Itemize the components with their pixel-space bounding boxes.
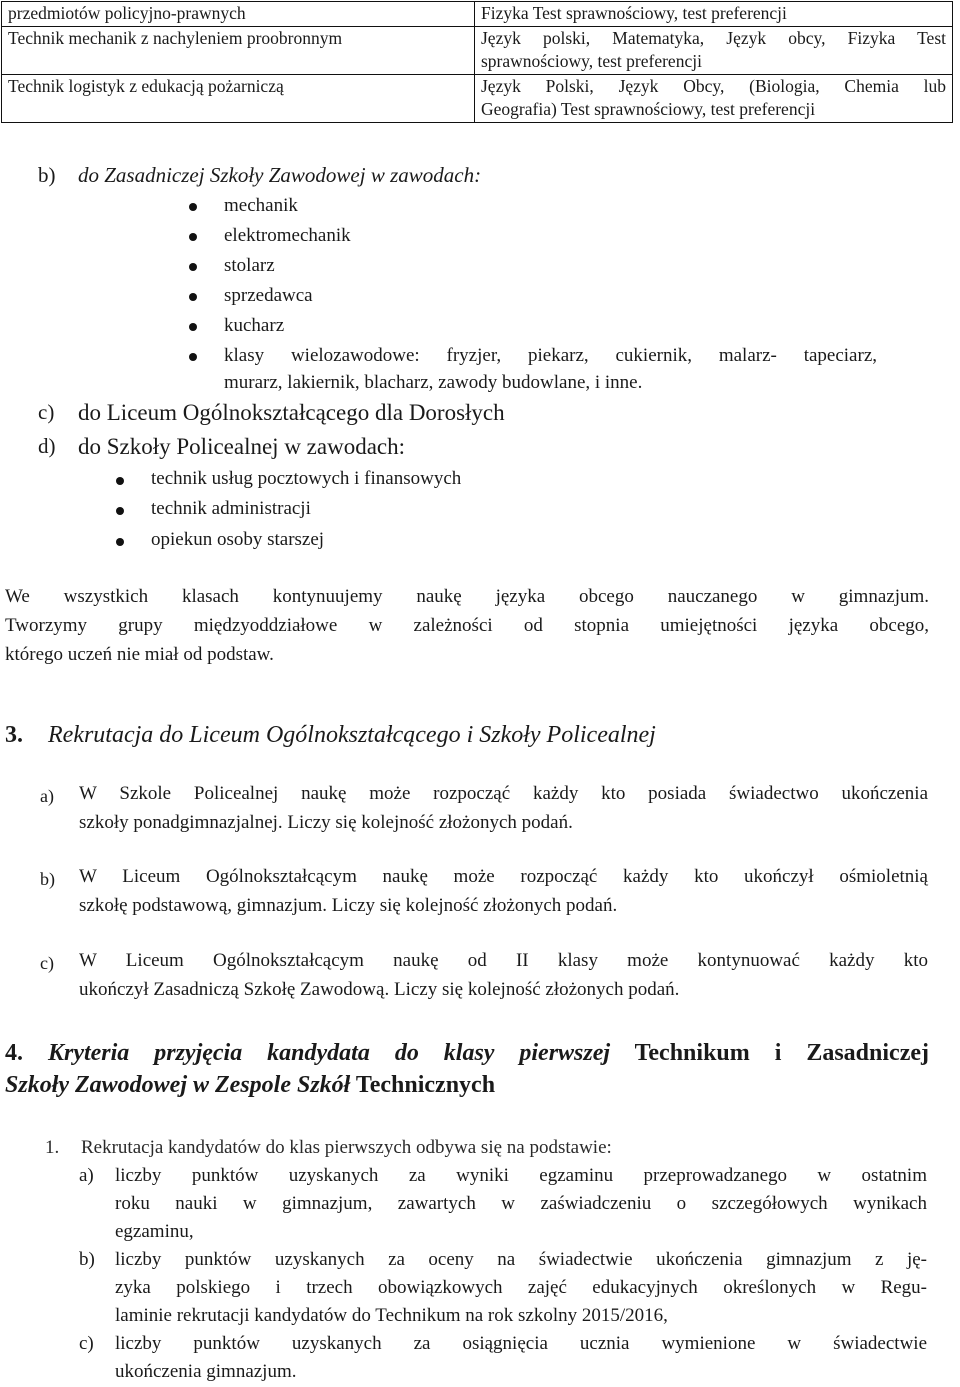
list-item: klasy wielozawodowe: fryzjer, piekarz, cukiernik, malarz- tapeciarz, bbox=[224, 345, 877, 366]
bullet-icon bbox=[116, 507, 124, 515]
list-item: technik usług pocztowych i finansowych bbox=[151, 468, 462, 489]
cell-text: Geografia) Test sprawnościowy, test preferencji bbox=[481, 99, 816, 119]
section-4-title-plain: Technikum i Zasadniczej bbox=[634, 1040, 929, 1066]
bullet-icon bbox=[189, 233, 197, 241]
subitem-label: b) bbox=[79, 1249, 95, 1270]
list-item: mechanik bbox=[224, 195, 298, 216]
subitem-label: c) bbox=[79, 1333, 94, 1354]
table-cell-profession bbox=[2, 2, 475, 27]
bullet-icon bbox=[116, 477, 124, 485]
list-item: elektromechanik bbox=[224, 225, 351, 246]
subitem-text: liczby punktów uzyskanych za oceny na świadectwie ukończenia gimnazjum z ję- bbox=[115, 1249, 927, 1270]
list-item: sprzedawca bbox=[224, 285, 313, 306]
list-item: technik administracji bbox=[151, 498, 311, 519]
bullet-icon bbox=[189, 293, 197, 301]
subitem-text: liczby punktów uzyskanych za wyniki egzaminu przeprowadzanego w ostatnim bbox=[115, 1165, 927, 1186]
item-text: ukończył Zasadniczą Szkołę Zawodową. Liczy się kolejność złożonych podań. bbox=[79, 979, 680, 1000]
section-4-title-line2 bbox=[5, 1072, 495, 1099]
cell-text: Język polski, Matematyka, Język obcy, Fizyka Test bbox=[481, 27, 946, 48]
section-3-number: 3. bbox=[5, 722, 23, 748]
cell-text: Technik mechanik z nachyleniem proobronnym bbox=[8, 27, 343, 48]
table-cell-subjects bbox=[475, 26, 953, 74]
cell-text: Technik logistyk z edukacją pożarniczą bbox=[8, 75, 284, 96]
bullet-icon bbox=[189, 353, 197, 361]
table-row bbox=[2, 2, 953, 27]
table-cell-subjects bbox=[475, 2, 953, 27]
cell-text: sprawnościowy, test preferencji bbox=[481, 51, 702, 71]
subjects-table bbox=[1, 1, 953, 123]
item-label: b) bbox=[40, 869, 55, 889]
paragraph-line: Tworzymy grupy międzyoddziałowe w zależności od stopnia umiejętności języka obcego, bbox=[5, 615, 929, 636]
list-item: stolarz bbox=[224, 255, 275, 276]
table-row bbox=[2, 26, 953, 74]
item-text: W Liceum Ogólnokształcącym naukę od II klasy może kontynuować każdy kto bbox=[79, 950, 928, 971]
section-4-number: 4. bbox=[5, 1040, 23, 1066]
section-c-label: c) bbox=[38, 400, 55, 424]
subitem-label: a) bbox=[79, 1165, 94, 1186]
table-cell-profession bbox=[2, 26, 475, 74]
subitem-text: roku nauki w gimnazjum, zawartych w zaświadczeniu o szczegółowych wynikach bbox=[115, 1193, 927, 1214]
paragraph-line: We wszystkich klasach kontynuujemy naukę języka obcego nauczanego w gimnazjum. bbox=[5, 586, 929, 607]
table-cell-subjects bbox=[475, 74, 953, 122]
paragraph-line: którego uczeń nie miał od podstaw. bbox=[5, 644, 274, 665]
section-4-title-italic: Kryteria przyjęcia kandydata do klasy pierwszej bbox=[47, 1040, 611, 1066]
point-text: Rekrutacja kandydatów do klas pierwszych odbywa się na podstawie: bbox=[81, 1137, 612, 1158]
bullet-icon bbox=[189, 263, 197, 271]
section-4-title-line1 bbox=[5, 1040, 929, 1067]
subitem-text: laminie rekrutacji kandydatów do Technikum na rok szkolny 2015/2016, bbox=[115, 1305, 668, 1326]
item-text: szkołę podstawową, gimnazjum. Liczy się kolejność złożonych podań. bbox=[79, 895, 618, 916]
item-label: c) bbox=[40, 953, 54, 973]
cell-text: Fizyka Test sprawnościowy, test preferencji bbox=[481, 3, 787, 23]
section-4-title-plain2: Technicznych bbox=[355, 1072, 496, 1098]
section-b-label: b) bbox=[38, 163, 56, 187]
item-text: szkoły ponadgimnazjalnej. Liczy się kolejność złożonych podań. bbox=[79, 812, 573, 833]
item-text: W Szkole Policealnej naukę może rozpocząć każdy kto posiada świadectwo ukończenia bbox=[79, 783, 928, 804]
list-item-continuation: murarz, lakiernik, blacharz, zawody budowlane, i inne. bbox=[224, 372, 643, 393]
section-c-heading: do Liceum Ogólnokształcącego dla Dorosłych bbox=[78, 400, 505, 425]
section-b-heading: do Zasadniczej Szkoły Zawodowej w zawodach: bbox=[78, 163, 482, 187]
section-d-heading: do Szkoły Policealnej w zawodach: bbox=[78, 434, 406, 459]
subitem-text: liczby punktów uzyskanych za osiągnięcia ucznia wymienione w świadectwie bbox=[115, 1333, 927, 1354]
bullet-icon bbox=[189, 323, 197, 331]
section-3-title: Rekrutacja do Liceum Ogólnokształcącego i Szkoły Policealnej bbox=[48, 722, 656, 748]
bullet-icon bbox=[189, 203, 197, 211]
table-cell-profession bbox=[2, 74, 475, 122]
section-d-label: d) bbox=[38, 434, 56, 458]
subitem-text: egzaminu, bbox=[115, 1221, 194, 1242]
item-label: a) bbox=[40, 786, 54, 806]
cell-text: przedmiotów policyjno-prawnych bbox=[8, 3, 246, 23]
table-row bbox=[2, 74, 953, 122]
bullet-icon bbox=[116, 538, 124, 546]
list-item: opiekun osoby starszej bbox=[151, 529, 325, 550]
subitem-text: ukończenia gimnazjum. bbox=[115, 1361, 297, 1382]
item-text: W Liceum Ogólnokształcącym naukę może rozpocząć każdy kto ukończył ośmioletnią bbox=[79, 866, 928, 887]
point-label: 1. bbox=[45, 1137, 60, 1158]
subitem-text: zyka polskiego i trzech obowiązkowych zajęć edukacyjnych określonych w Regu- bbox=[115, 1277, 927, 1298]
section-4-title-italic2: Szkoły Zawodowej w Zespole Szkół bbox=[5, 1072, 351, 1098]
cell-text: Język Polski, Język Obcy, (Biologia, Chemia lub bbox=[481, 75, 946, 96]
list-item: kucharz bbox=[224, 315, 285, 336]
